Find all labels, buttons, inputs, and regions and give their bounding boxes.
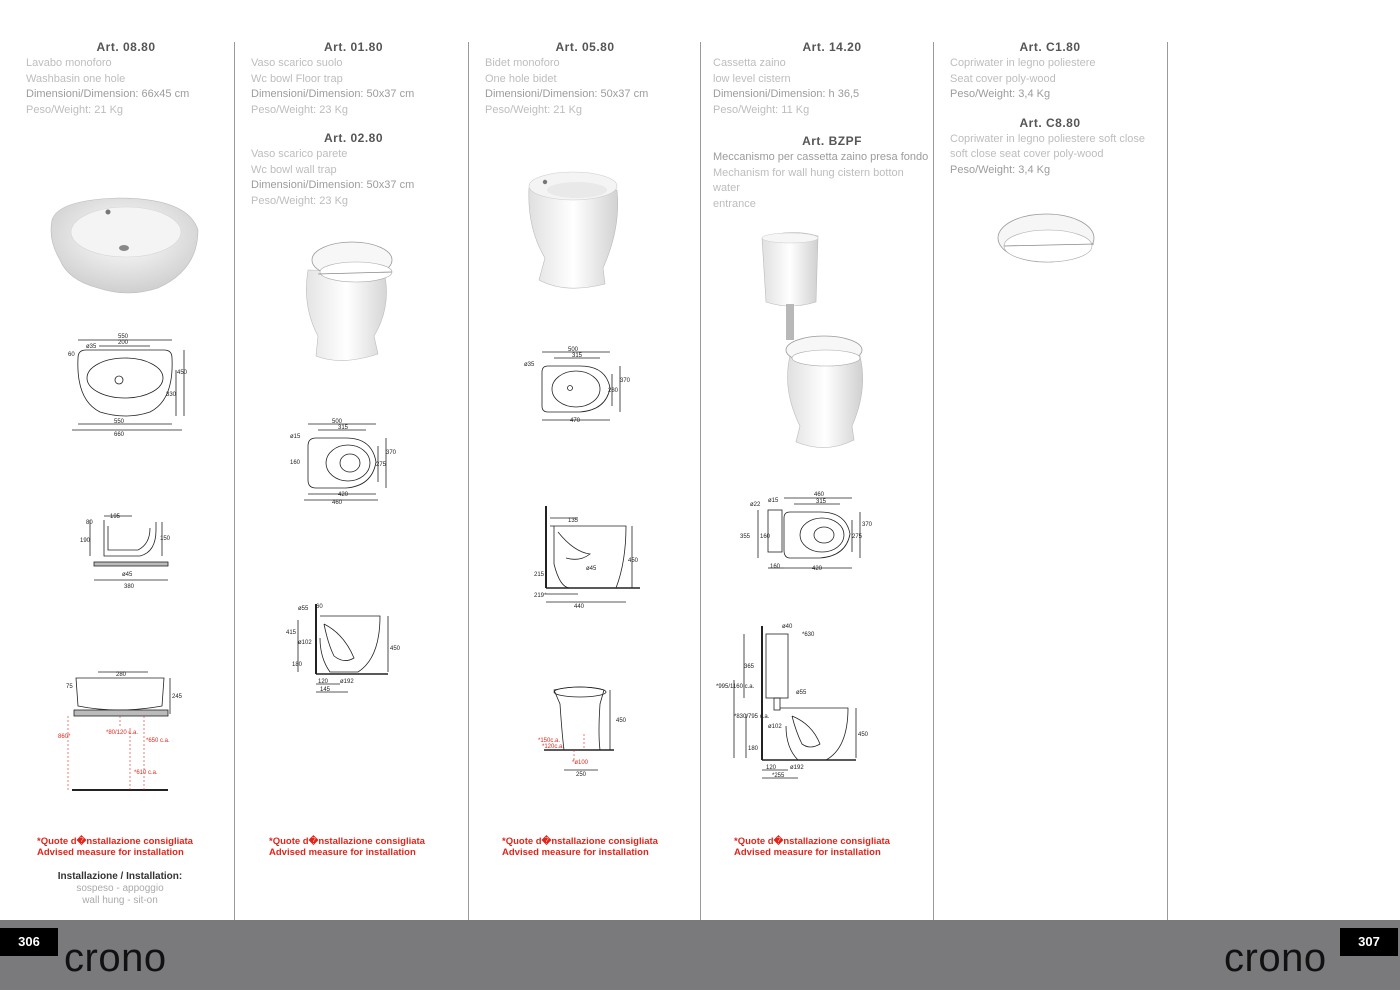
desc-line: Wc bowl Floor trap xyxy=(251,72,343,85)
dim-label: 195 xyxy=(110,514,121,520)
desc-line: Meccanismo per cassetta zaino presa fondo xyxy=(713,151,929,163)
dim-label: 415 xyxy=(286,630,297,636)
desc-line: Washbasin one hole xyxy=(26,72,126,85)
dim-label: 180 xyxy=(748,746,759,752)
dim-label: 460 xyxy=(332,500,343,506)
dim-label: ø45 xyxy=(122,572,133,578)
desc-line: Copriwater in legno poliestere soft close xyxy=(950,132,1146,145)
article-code: Art. 08.80 xyxy=(96,40,156,54)
wc-bowl-photo xyxy=(296,236,396,366)
bidet-front-drawing xyxy=(534,684,634,780)
dim-label: 180 xyxy=(292,662,303,668)
desc-line: Lavabo monoforo xyxy=(26,57,112,69)
dim-label: 370 xyxy=(620,378,631,384)
installation-title: Installazione / Installation: xyxy=(57,871,183,882)
column-divider xyxy=(468,42,469,920)
dim-label: 330 xyxy=(166,392,177,398)
installation-note: *Quote d�nstallazione consigliata Advised measure for installation xyxy=(37,836,193,858)
dim-label: 120 xyxy=(766,765,777,771)
article-description xyxy=(950,132,1150,179)
dim-label: 80 xyxy=(86,520,93,526)
dim-label: *ø100 xyxy=(572,760,589,766)
column-divider xyxy=(1167,42,1168,920)
seat-cover-photo xyxy=(996,212,1096,268)
dim-label: 440 xyxy=(574,604,585,610)
dim-label: 450 xyxy=(390,646,401,652)
dim-label: 250 xyxy=(576,772,587,778)
column-divider xyxy=(700,42,701,920)
dim-label: 420 xyxy=(338,492,349,498)
dim-label: 450 xyxy=(616,718,627,724)
desc-line: Bidet monoforo xyxy=(485,57,560,69)
dim-label: 315 xyxy=(338,425,349,431)
washbasin-installation-drawing xyxy=(58,668,198,794)
dim-label: 150 xyxy=(160,536,171,542)
desc-line: Peso/Weight: 3,4 Kg xyxy=(950,163,1051,176)
dim-label: 245 xyxy=(172,694,183,700)
article-description xyxy=(485,56,685,118)
dim-label: ø15 xyxy=(768,498,779,504)
dim-label: *830/795 c.a. xyxy=(734,714,770,720)
dim-label: 219* xyxy=(534,593,547,599)
dim-label: 275 xyxy=(376,462,387,468)
desc-line: Mechanism for wall hung cistern botton water xyxy=(713,166,904,194)
washbasin-plan-drawing xyxy=(64,330,194,450)
dim-label: 120 xyxy=(318,679,329,685)
dim-label: 315 xyxy=(816,499,827,505)
desc-line: Cassetta zaino xyxy=(713,57,786,69)
article-code: Art. C1.80 xyxy=(1019,40,1081,54)
dim-label: 470 xyxy=(570,418,581,424)
desc-line: Wc bowl wall trap xyxy=(251,163,337,176)
installation-line: wall hung - sit-on xyxy=(82,895,158,906)
dim-label: 190 xyxy=(80,538,91,544)
column-seat-cover xyxy=(950,40,1150,920)
dim-label: 860* xyxy=(58,734,71,740)
article-description xyxy=(251,56,456,118)
article-code: Art. C8.80 xyxy=(1019,115,1081,130)
dim-label: ø102 xyxy=(768,724,782,730)
article-code: Art. 02.80 xyxy=(323,131,384,145)
desc-line: Peso/Weight: 3,4 Kg xyxy=(950,88,1051,100)
dim-label: 420 xyxy=(812,566,823,572)
desc-line: Peso/Weight: 11 Kg xyxy=(713,103,810,116)
cistern-wc-photo xyxy=(760,230,870,460)
bidet-photo xyxy=(525,168,625,298)
desc-line: Dimensioni/Dimension: h 36,5 xyxy=(713,88,860,100)
dim-label: 370 xyxy=(386,450,397,456)
dim-label: 60 xyxy=(68,352,75,358)
dim-label: *150c.a. xyxy=(538,738,561,744)
desc-line: low level cistern xyxy=(713,72,791,85)
dim-label: *80/120 c.a. xyxy=(106,730,139,736)
dim-label: 275 xyxy=(852,534,863,540)
desc-line: Dimensioni/Dimension: 66x45 cm xyxy=(26,88,190,100)
article-description xyxy=(713,56,931,118)
dim-label: 550 xyxy=(114,419,125,425)
dim-label: 450 xyxy=(628,558,639,564)
dim-label: 380 xyxy=(124,584,135,590)
dim-label: 550 xyxy=(118,334,129,340)
bidet-plan-drawing xyxy=(524,344,634,428)
dim-label: ø192 xyxy=(790,765,804,771)
dim-label: 355 xyxy=(740,534,751,540)
dim-label: ø22 xyxy=(750,502,761,508)
desc-line: One hole bidet xyxy=(485,72,557,85)
dim-label: ø55 xyxy=(796,690,807,696)
column-divider xyxy=(234,42,235,920)
desc-line: Vaso scarico suolo xyxy=(251,57,343,69)
desc-line: Peso/Weight: 23 Kg xyxy=(251,194,349,207)
dim-label: 200 xyxy=(118,340,129,346)
dim-label: ø35 xyxy=(524,362,535,368)
brand-logo-right: crono xyxy=(1224,936,1327,980)
dim-label: ø35 xyxy=(86,344,97,350)
article-code: Art. 01.80 xyxy=(323,40,384,54)
footer-bar xyxy=(0,920,1400,990)
cistern-side-drawing xyxy=(716,620,876,790)
dim-label: 280 xyxy=(608,388,619,394)
installation-info xyxy=(40,871,200,907)
column-divider xyxy=(933,42,934,920)
washbasin-photo xyxy=(48,190,208,300)
desc-line: Seat cover poly-wood xyxy=(950,72,1056,85)
cistern-plan-drawing xyxy=(740,488,874,584)
article-code: Art. 14.20 xyxy=(802,40,862,54)
article-description xyxy=(26,56,226,118)
dim-label: 160 xyxy=(770,564,781,570)
dim-label: 500 xyxy=(332,419,343,425)
dim-label: ø40 xyxy=(782,624,793,630)
desc-line: Dimensioni/Dimension: 50x37 cm xyxy=(251,179,415,191)
dim-label: ø102 xyxy=(298,640,312,646)
dim-label: 135 xyxy=(568,518,579,524)
desc-line: Copriwater in legno poliestere xyxy=(950,57,1096,69)
dim-label: 280 xyxy=(116,672,127,678)
dim-label: 660 xyxy=(114,432,125,438)
article-description xyxy=(713,150,931,212)
dim-label: ø192 xyxy=(340,679,354,685)
bidet-side-drawing xyxy=(530,502,650,612)
desc-line: Dimensioni/Dimension: 50x37 cm xyxy=(251,88,415,100)
page-number-left: 306 xyxy=(0,928,58,956)
desc-line: Dimensioni/Dimension: 50x37 cm xyxy=(485,88,649,100)
dim-label: *255 xyxy=(772,773,785,779)
desc-line: Peso/Weight: 21 Kg xyxy=(26,103,124,116)
installation-note: *Quote d�nstallazione consigliata Advised measure for installation xyxy=(734,836,890,858)
page-number-right: 307 xyxy=(1340,928,1398,956)
dim-label: 370 xyxy=(862,522,873,528)
dim-label: 450 xyxy=(177,370,188,376)
dim-label: ø15 xyxy=(290,434,301,440)
dim-label: 215 xyxy=(534,572,545,578)
dim-label: ø55 xyxy=(298,606,309,612)
installation-note: *Quote d�nstallazione consigliata Advised measure for installation xyxy=(269,836,425,858)
washbasin-side-drawing xyxy=(80,512,180,592)
dim-label: *995/1160 c.a. xyxy=(716,684,755,690)
dim-label: 500 xyxy=(568,347,579,353)
dim-label: 160 xyxy=(290,460,301,466)
article-code: Art. 05.80 xyxy=(555,40,615,54)
dim-label: *650 c.a. xyxy=(146,738,170,744)
desc-line: Peso/Weight: 21 Kg xyxy=(485,103,583,116)
dim-label: *630 xyxy=(802,632,815,638)
desc-line: Peso/Weight: 23 Kg xyxy=(251,103,349,116)
dim-label: *610 c.a. xyxy=(134,770,158,776)
dim-label: 160 xyxy=(760,534,771,540)
dim-label: 315 xyxy=(572,353,583,359)
installation-note: *Quote d�nstallazione consigliata Advised measure for installation xyxy=(502,836,658,858)
desc-line: entrance xyxy=(713,197,756,210)
brand-logo-left: crono xyxy=(64,936,167,980)
dim-label: ø45 xyxy=(586,566,597,572)
dim-label: 75 xyxy=(66,684,73,690)
wc-side-drawing xyxy=(284,598,404,708)
article-description xyxy=(251,147,456,209)
dim-label: 60 xyxy=(316,604,323,610)
wc-plan-drawing xyxy=(286,416,406,506)
desc-line: Vaso scarico parete xyxy=(251,148,348,160)
dim-label: 460 xyxy=(814,492,825,498)
desc-line: soft close seat cover poly-wood xyxy=(950,148,1104,160)
article-code: Art. BZPF xyxy=(802,134,862,148)
dim-label: *120c.a. xyxy=(542,744,565,750)
dim-label: 365 xyxy=(744,664,755,670)
dim-label: 450 xyxy=(858,732,869,738)
dim-label: 145 xyxy=(320,687,331,693)
installation-line: sospeso - appoggio xyxy=(76,883,164,894)
article-description xyxy=(950,56,1150,103)
